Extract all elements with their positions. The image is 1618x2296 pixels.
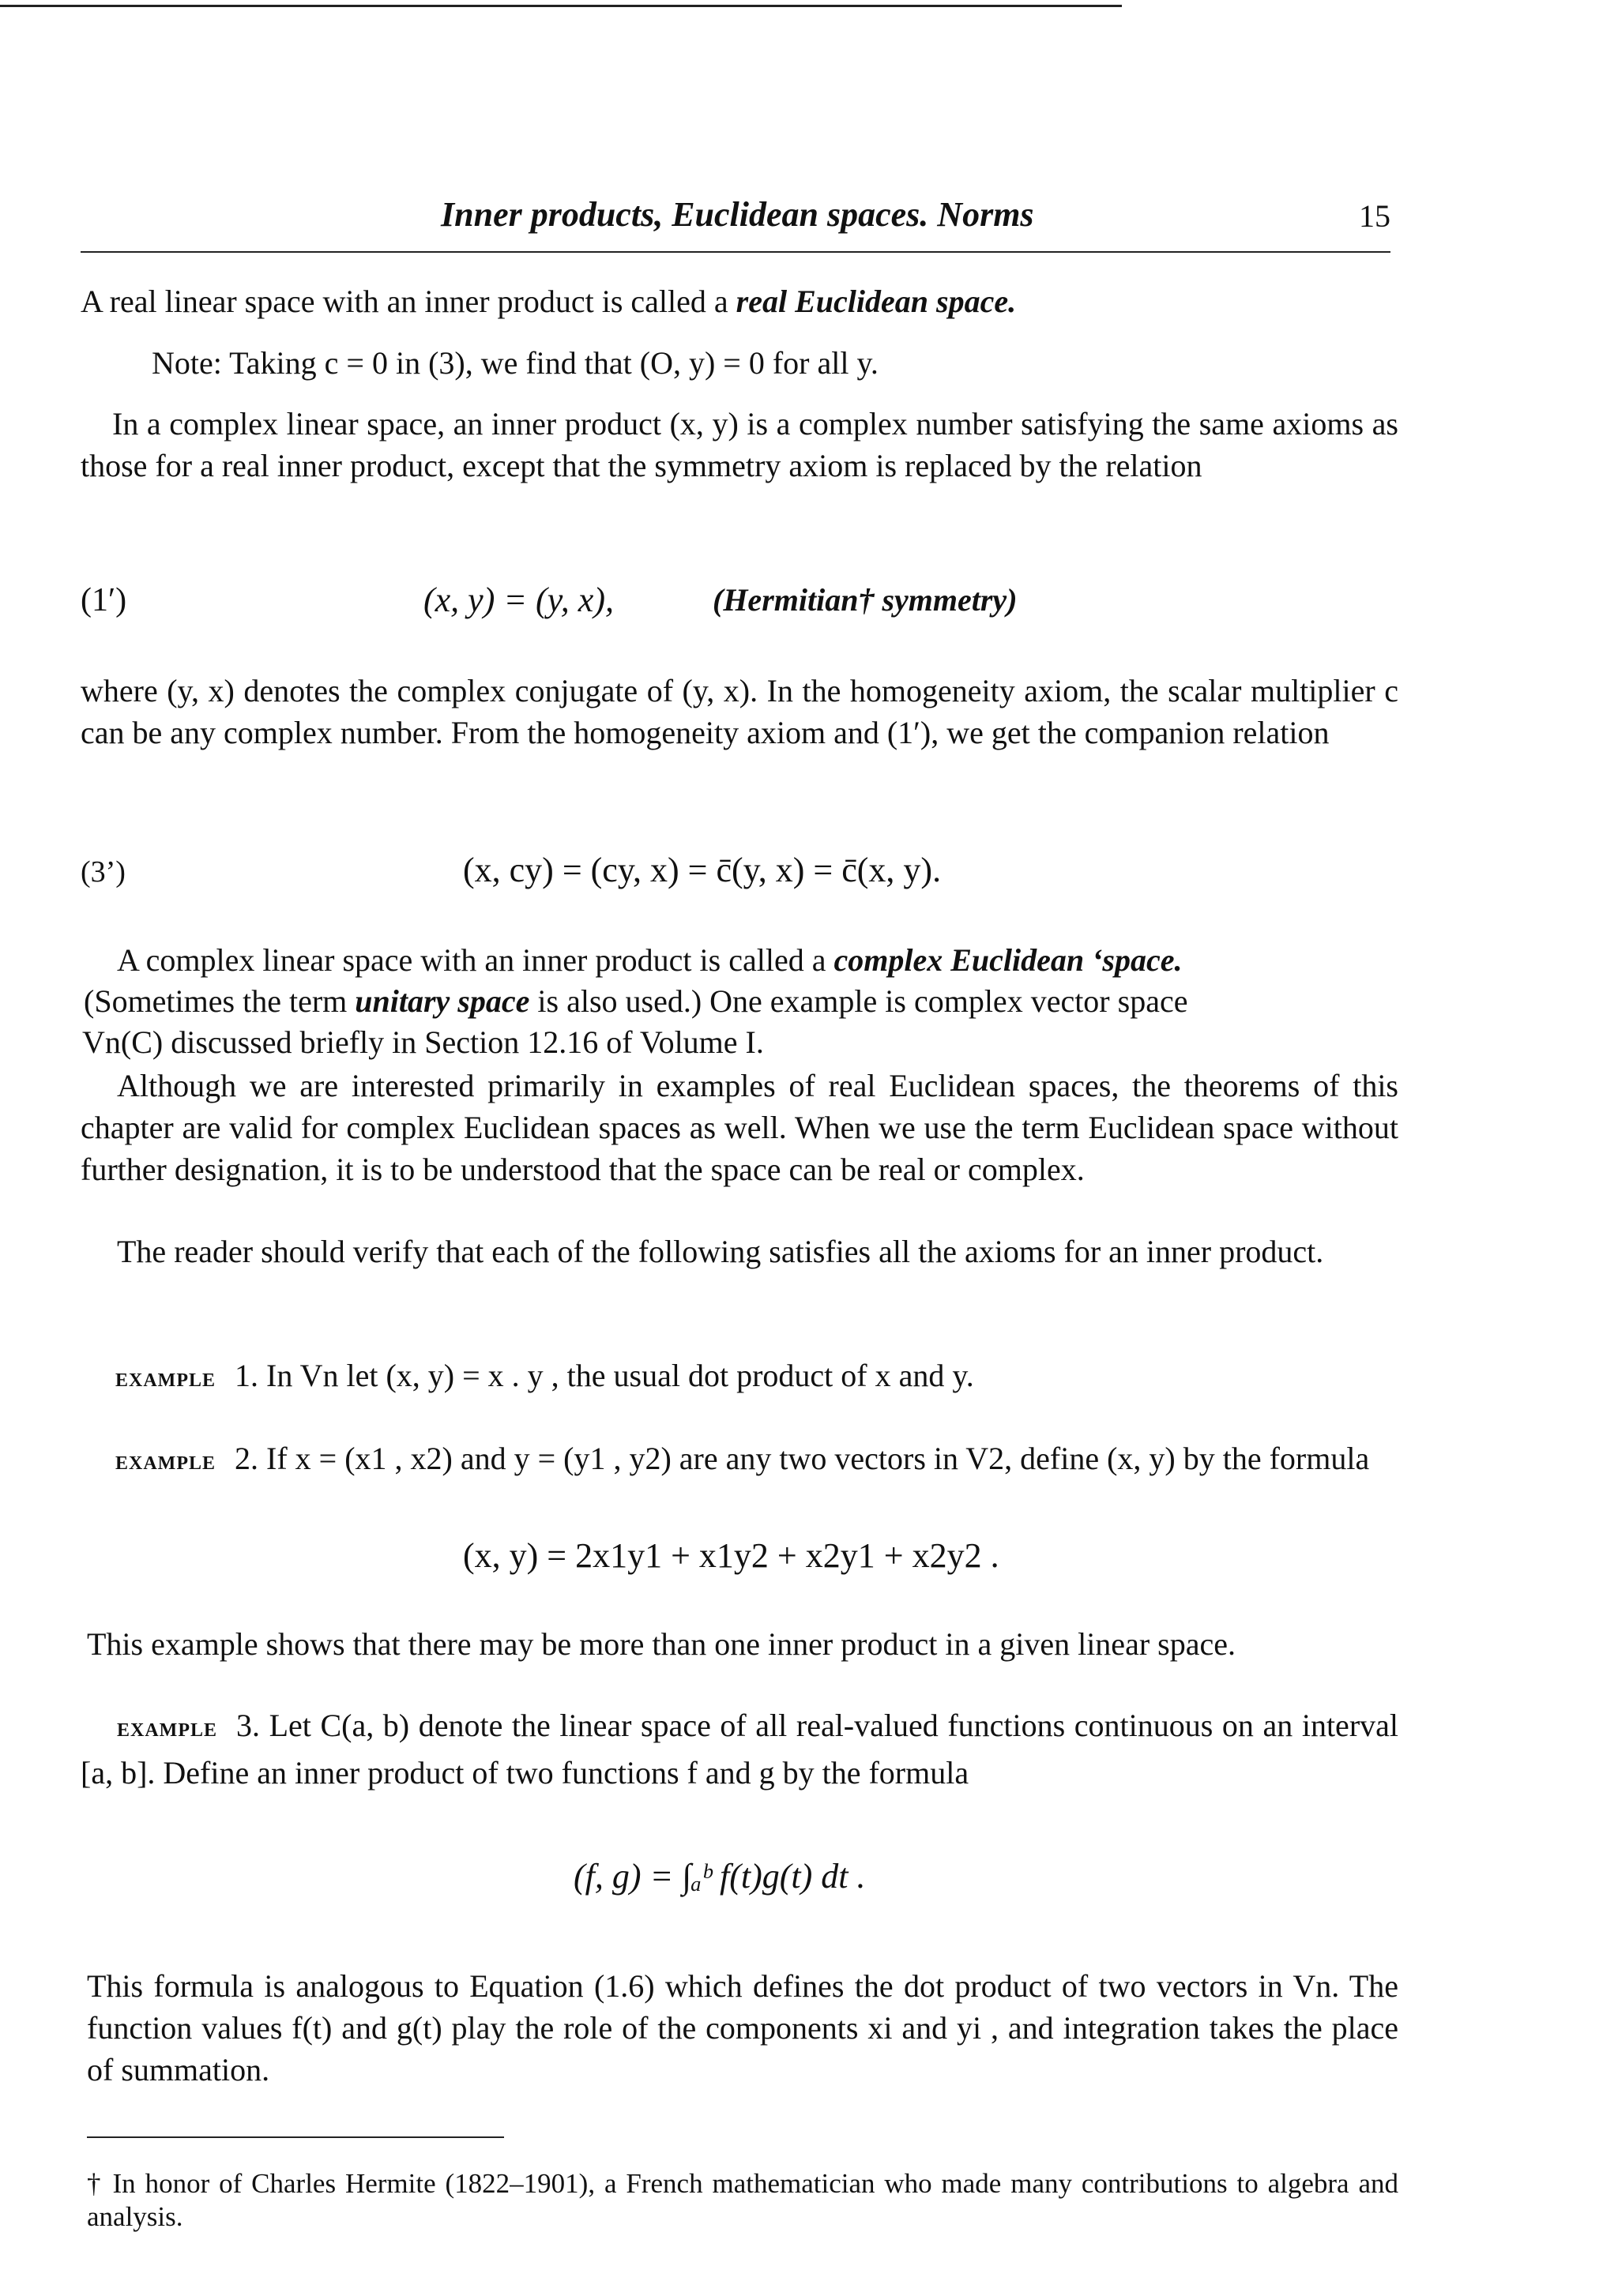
paragraph-complex-euclidean-line2 [84, 983, 1187, 1020]
paragraph-more-than-one: This example shows that there may be more than one inner product in a given linear space. [87, 1626, 1236, 1662]
footnote-rule [87, 2136, 504, 2138]
equation-example-2: (x, y) = 2x1y1 + x1y2 + x2y1 + x2y2 . [463, 1536, 999, 1575]
example-label: EXAMPLE [115, 1370, 216, 1391]
example-3 [81, 1704, 1398, 1794]
footnote-hermite: † In honor of Charles Hermite (1822–1901), a French mathematician who made many contributions to algebra and analysis. [87, 2168, 1398, 2232]
example-2-text: 2. If x = (x1 , x2) and y = (y1 , y2) are any two vectors in V2, define (x, y) by the formula [235, 1441, 1370, 1476]
header-rule [81, 251, 1390, 253]
running-title: Inner products, Euclidean spaces. Norms [441, 195, 1034, 234]
example-label: EXAMPLE [115, 1453, 216, 1474]
paragraph-analogous: This formula is analogous to Equation (1.6) which defines the dot product of two vectors in Vn. The function values f(t) and g(t) play the role of the components xi and yi , and integration takes the place of summation. [87, 1968, 1398, 2087]
paragraph-text: A real linear space with an inner product is called a [81, 284, 728, 319]
equation-hermitian: (x, y) = (y, x), [423, 581, 614, 619]
paragraph-real-euclidean [81, 283, 1016, 320]
note: Note: Taking c = 0 in (3), we find that (O, y) = 0 for all y. [152, 345, 879, 381]
page-number: 15 [1359, 198, 1390, 234]
example-1-text: 1. In Vn let (x, y) = x . y , the usual dot product of x and y. [235, 1358, 974, 1393]
paragraph-text: A complex linear space with an inner product is called a [117, 942, 826, 978]
paragraph-complex-euclidean-line1 [117, 941, 1183, 979]
paragraph-conjugate: where (y, x) denotes the complex conjugate of (y, x). In the homogeneity axiom, the scalar multiplier c can be any complex number. From the homogeneity axiom and (1′), we get the companion relation [81, 673, 1398, 750]
equation-number-1-prime: (1′) [81, 582, 127, 618]
term-unitary-space: unitary space [355, 983, 530, 1019]
page-header [81, 194, 1390, 257]
paragraph-text: (Sometimes the term [84, 983, 348, 1019]
example-3-text: 3. Let C(a, b) denote the linear space of all real-valued functions continuous on an interval [a, b]. Define an inner product of two functions f and g by the formula [81, 1708, 1398, 1791]
paragraph-reader-verify: The reader should verify that each of the following satisfies all the axioms for an inner product. [117, 1234, 1324, 1269]
equation-integral: (f, g) = ∫ₐᵇ f(t)g(t) dt . [574, 1857, 866, 1896]
top-rule [0, 5, 1122, 7]
paragraph-complex-euclidean-line3: Vn(C) discussed briefly in Section 12.16 of Volume I. [82, 1024, 764, 1060]
term-complex-euclidean-space: complex Euclidean ‘space. [833, 942, 1183, 978]
paragraph-theorems: Although we are interested primarily in examples of real Euclidean spaces, the theorems of this chapter are valid for complex Euclidean spaces as well. When we use the term Euclidean space without further designation, it is to be understood that the space can be real or complex. [81, 1068, 1398, 1187]
term-real-euclidean-space: real Euclidean space. [736, 284, 1017, 319]
example-2 [81, 1437, 1398, 1485]
hermitian-symmetry-label: (Hermitian† symmetry) [713, 582, 1018, 618]
paragraph-text: is also used.) One example is complex vector space [537, 983, 1188, 1019]
equation-3-prime: (x, cy) = (cy, x) = c̄(y, x) = c̄(x, y). [463, 851, 942, 889]
paragraph-complex-space: In a complex linear space, an inner product (x, y) is a complex number satisfying the same axioms as those for a real inner product, except that the symmetry axiom is replaced by the relation [81, 406, 1398, 483]
example-1 [115, 1357, 974, 1394]
example-label: EXAMPLE [117, 1720, 217, 1741]
equation-number-3-prime: (3’) [81, 855, 126, 889]
